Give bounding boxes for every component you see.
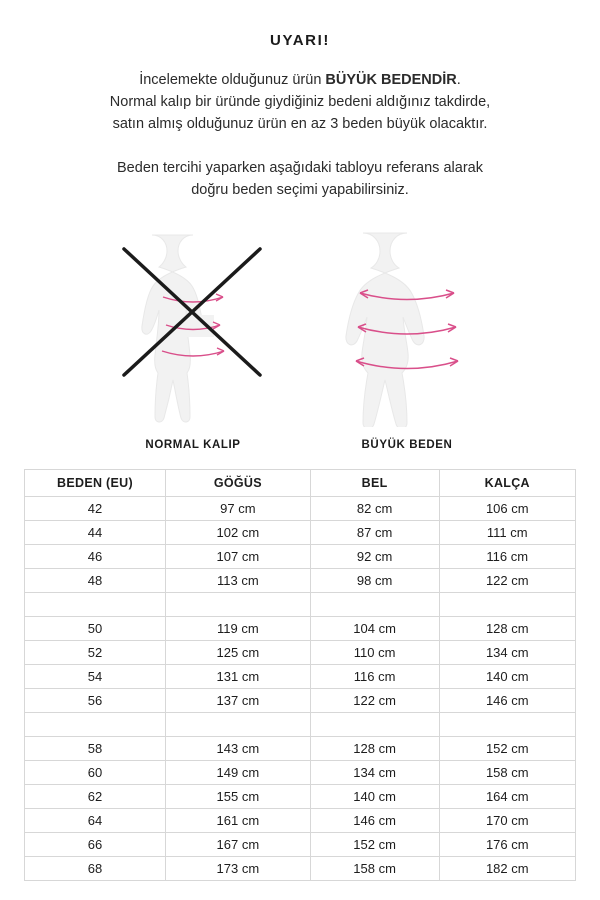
caption-plus-size: BÜYÜK BEDEN	[361, 439, 453, 451]
intro-line-1-end: .	[456, 72, 461, 88]
table-spacer-cell	[439, 593, 575, 617]
size-table-head	[25, 470, 576, 497]
table-spacer-cell	[25, 713, 166, 737]
cell-waist: 122 cm	[310, 689, 439, 713]
table-row	[25, 857, 576, 881]
table-row	[25, 545, 576, 569]
plus-size-body-silhouette	[346, 233, 424, 427]
intro-spacer	[38, 135, 562, 157]
cell-size: 42	[25, 497, 166, 521]
cell-hip: 128 cm	[439, 617, 575, 641]
cell-bust: 137 cm	[166, 689, 311, 713]
normal-fit-illustration	[108, 227, 278, 427]
cell-hip: 152 cm	[439, 737, 575, 761]
cell-size: 62	[25, 785, 166, 809]
page-title: UYARI!	[270, 32, 330, 49]
cell-hip: 111 cm	[439, 521, 575, 545]
table-row	[25, 809, 576, 833]
table-row	[25, 497, 576, 521]
table-spacer-cell	[166, 713, 311, 737]
table-spacer-cell	[310, 713, 439, 737]
cell-waist: 92 cm	[310, 545, 439, 569]
cell-size: 56	[25, 689, 166, 713]
table-row	[25, 737, 576, 761]
cell-waist: 146 cm	[310, 809, 439, 833]
column-header-size: BEDEN (EU)	[25, 470, 166, 497]
cell-waist: 134 cm	[310, 761, 439, 785]
column-header-bust: GÖĞÜS	[166, 470, 311, 497]
table-row	[25, 665, 576, 689]
table-spacer-cell	[310, 593, 439, 617]
table-row	[25, 689, 576, 713]
cell-bust: 173 cm	[166, 857, 311, 881]
cell-hip: 134 cm	[439, 641, 575, 665]
cell-waist: 82 cm	[310, 497, 439, 521]
cell-hip: 106 cm	[439, 497, 575, 521]
cell-waist: 116 cm	[310, 665, 439, 689]
cell-bust: 107 cm	[166, 545, 311, 569]
cell-size: 60	[25, 761, 166, 785]
table-row	[25, 761, 576, 785]
intro-line-1	[38, 69, 562, 91]
cell-hip: 116 cm	[439, 545, 575, 569]
cell-bust: 125 cm	[166, 641, 311, 665]
cell-waist: 158 cm	[310, 857, 439, 881]
cell-waist: 98 cm	[310, 569, 439, 593]
cell-bust: 149 cm	[166, 761, 311, 785]
size-table-body	[25, 497, 576, 881]
figure-row	[24, 227, 576, 427]
cell-waist: 104 cm	[310, 617, 439, 641]
cell-size: 66	[25, 833, 166, 857]
cell-size: 54	[25, 665, 166, 689]
column-header-waist: BEL	[310, 470, 439, 497]
figure-captions	[24, 427, 576, 451]
cell-waist: 87 cm	[310, 521, 439, 545]
cell-bust: 97 cm	[166, 497, 311, 521]
table-spacer-cell	[439, 713, 575, 737]
table-spacer-row	[25, 713, 576, 737]
cell-size: 44	[25, 521, 166, 545]
cell-bust: 102 cm	[166, 521, 311, 545]
cell-hip: 170 cm	[439, 809, 575, 833]
cell-bust: 155 cm	[166, 785, 311, 809]
cell-size: 64	[25, 809, 166, 833]
cell-hip: 122 cm	[439, 569, 575, 593]
cell-size: 68	[25, 857, 166, 881]
cell-hip: 182 cm	[439, 857, 575, 881]
cell-bust: 167 cm	[166, 833, 311, 857]
intro-line-1-bold: BÜYÜK BEDENDİR	[325, 72, 457, 88]
table-row	[25, 785, 576, 809]
cell-waist: 140 cm	[310, 785, 439, 809]
intro-line-4: Beden tercihi yaparken aşağıdaki tabloyu referans alarak	[117, 160, 483, 176]
intro-line-1-plain: İncelemekte olduğunuz ürün	[139, 72, 326, 88]
size-table	[24, 469, 576, 881]
intro-text	[38, 69, 562, 201]
plus-size-illustration	[322, 227, 492, 427]
figure-normal-fit	[108, 227, 278, 427]
cell-bust: 131 cm	[166, 665, 311, 689]
cell-bust: 143 cm	[166, 737, 311, 761]
table-spacer-cell	[166, 593, 311, 617]
cell-size: 46	[25, 545, 166, 569]
table-row	[25, 641, 576, 665]
table-row	[25, 833, 576, 857]
caption-normal-fit: NORMAL KALIP	[145, 439, 241, 451]
cell-hip: 158 cm	[439, 761, 575, 785]
cell-bust: 119 cm	[166, 617, 311, 641]
table-spacer-cell	[25, 593, 166, 617]
intro-line-5: doğru beden seçimi yapabilirsiniz.	[191, 182, 409, 198]
cell-waist: 110 cm	[310, 641, 439, 665]
intro-line-2: Normal kalıp bir üründe giydiğiniz bedeni aldığınız takdirde,	[109, 94, 491, 110]
cell-size: 52	[25, 641, 166, 665]
column-header-hip: KALÇA	[439, 470, 575, 497]
cell-bust: 161 cm	[166, 809, 311, 833]
figure-plus-size	[322, 227, 492, 427]
intro-line-3: satın almış olduğunuz ürün en az 3 beden büyük olacaktır.	[112, 116, 488, 132]
table-row	[25, 521, 576, 545]
cell-size: 58	[25, 737, 166, 761]
cell-size: 50	[25, 617, 166, 641]
cell-hip: 164 cm	[439, 785, 575, 809]
cell-hip: 140 cm	[439, 665, 575, 689]
table-row	[25, 617, 576, 641]
cell-hip: 146 cm	[439, 689, 575, 713]
table-spacer-row	[25, 593, 576, 617]
cell-bust: 113 cm	[166, 569, 311, 593]
cell-waist: 128 cm	[310, 737, 439, 761]
cell-hip: 176 cm	[439, 833, 575, 857]
cell-waist: 152 cm	[310, 833, 439, 857]
cell-size: 48	[25, 569, 166, 593]
table-header-row	[25, 470, 576, 497]
table-row	[25, 569, 576, 593]
